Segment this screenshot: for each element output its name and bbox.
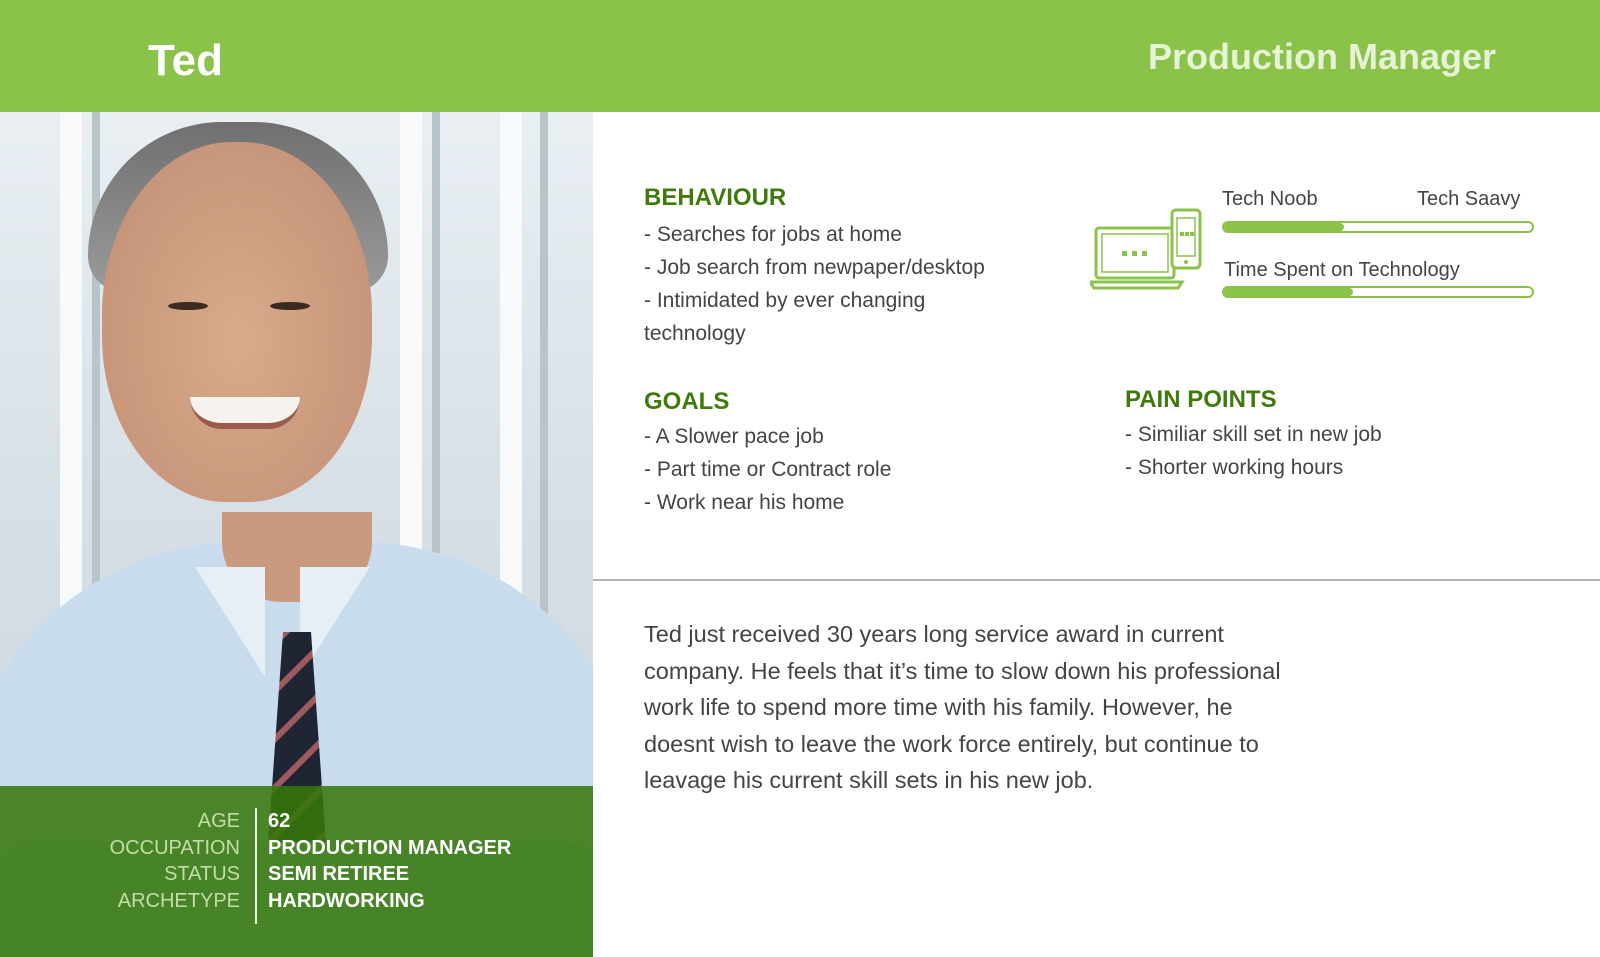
section-divider — [593, 579, 1600, 581]
label-archetype: ARCHETYPE — [117, 889, 240, 912]
list-item: - Intimidated by ever changing — [644, 289, 926, 312]
value-archetype: HARDWORKING — [268, 889, 425, 912]
persona-header — [0, 0, 1600, 112]
profile-divider — [255, 808, 257, 924]
profile-values — [268, 808, 511, 914]
value-occupation: PRODUCTION MANAGER — [268, 836, 512, 859]
list-item: - Searches for jobs at home — [644, 223, 902, 246]
persona-bio: Ted just received 30 years long service award in current company. He feels that it’s time to slow down his professional work life to spend more time with his family. However, he doesnt wish to leave the work force entirely, but continue to leavage his current skill sets in his new job. — [644, 621, 1281, 793]
label-status: STATUS — [164, 863, 240, 885]
persona-role-title: Production Manager — [1147, 36, 1496, 77]
list-item: - Job search from newpaper/desktop — [644, 256, 985, 279]
label-occupation: OCCUPATION — [109, 836, 240, 859]
tech-noob-label: Tech Noob — [1222, 188, 1318, 210]
label-age: AGE — [197, 810, 240, 832]
persona-photo — [0, 112, 593, 957]
pain-points-title: PAIN POINTS — [1125, 386, 1277, 413]
devices-icon — [1090, 208, 1204, 296]
profile-labels — [0, 808, 240, 914]
list-item: technology — [644, 322, 746, 345]
goals-list — [644, 420, 891, 519]
list-item: - A Slower pace job — [644, 425, 824, 448]
behaviour-list — [644, 218, 985, 350]
tech-savvy-label: Tech Saavy — [1417, 188, 1521, 210]
value-status: SEMI RETIREE — [268, 863, 410, 885]
time-spent-bar — [1222, 286, 1534, 298]
behaviour-title: BEHAVIOUR — [644, 184, 787, 211]
value-age: 62 — [268, 810, 291, 832]
time-spent-fill — [1224, 288, 1353, 296]
tech-savvy-fill — [1224, 223, 1344, 231]
profile-details — [0, 786, 593, 957]
time-spent-label: Time Spent on Technology — [1224, 259, 1460, 281]
pain-points-list — [1125, 418, 1382, 484]
tech-savvy-bar — [1222, 221, 1534, 233]
list-item: - Part time or Contract role — [644, 458, 892, 481]
goals-title: GOALS — [644, 388, 730, 415]
list-item: - Shorter working hours — [1125, 456, 1344, 479]
persona-name: Ted — [148, 36, 223, 85]
list-item: - Similiar skill set in new job — [1125, 423, 1382, 446]
list-item: - Work near his home — [644, 491, 845, 514]
